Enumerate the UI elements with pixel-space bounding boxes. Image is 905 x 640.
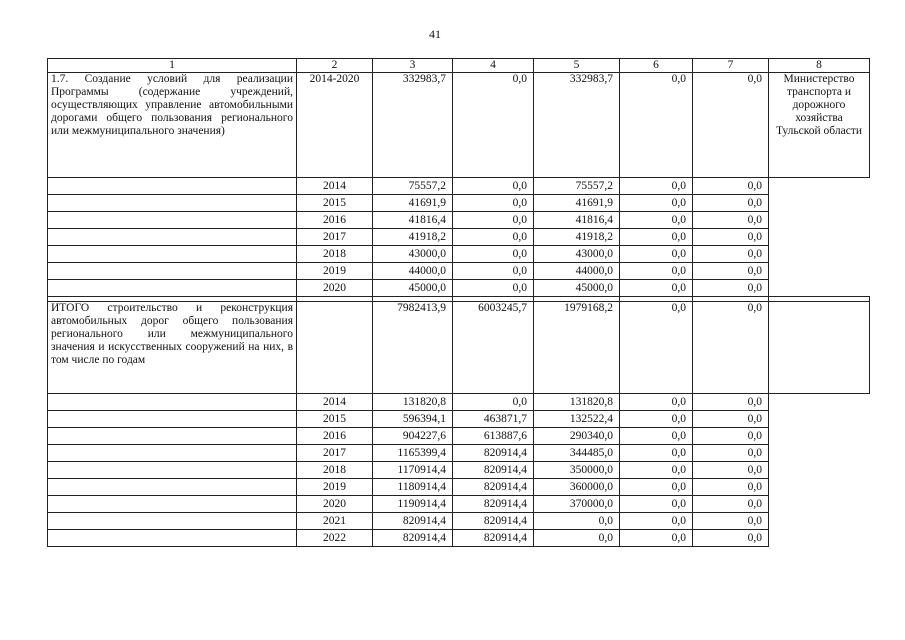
section2-summary-row [48, 302, 870, 394]
other-value: 0,0 [693, 73, 769, 178]
federal-value: 0,0 [453, 195, 534, 212]
period: 2014-2020 [297, 73, 373, 178]
municipal-value: 0,0 [620, 263, 693, 280]
year-row [48, 394, 870, 411]
municipal-value: 0,0 [620, 178, 693, 195]
year-cell: 2018 [297, 246, 373, 263]
regional-value: 41816,4 [534, 212, 620, 229]
municipal-value: 0,0 [620, 229, 693, 246]
desc-empty [48, 496, 297, 513]
desc-empty [48, 462, 297, 479]
header-row [48, 59, 870, 73]
desc-empty [48, 530, 297, 547]
year-cell: 2014 [297, 394, 373, 411]
section2-description: ИТОГО строительство и реконструкция автомобильных дорог общего пользования регионального или межмуниципального значения и искусственных сооружений на них, в том числе по годам [48, 302, 297, 394]
regional-value: 131820,8 [534, 394, 620, 411]
municipal-value: 0,0 [620, 195, 693, 212]
year-cell: 2016 [297, 428, 373, 445]
federal-value: 820914,4 [453, 496, 534, 513]
desc-empty [48, 445, 297, 462]
regional-value: 45000,0 [534, 280, 620, 297]
year-row [48, 496, 870, 513]
year-row [48, 428, 870, 445]
other-value: 0,0 [693, 195, 769, 212]
total-value: 1170914,4 [373, 462, 453, 479]
desc-empty [48, 195, 297, 212]
regional-value: 370000,0 [534, 496, 620, 513]
federal-value: 0,0 [453, 280, 534, 297]
municipal-value: 0,0 [620, 530, 693, 547]
total-value: 596394,1 [373, 411, 453, 428]
year-row [48, 411, 870, 428]
total-value: 7982413,9 [373, 302, 453, 394]
year-row [48, 462, 870, 479]
total-value: 41816,4 [373, 212, 453, 229]
other-value: 0,0 [693, 302, 769, 394]
year-row [48, 229, 870, 246]
col-header: 4 [453, 59, 534, 73]
municipal-value: 0,0 [620, 212, 693, 229]
municipal-value: 0,0 [620, 302, 693, 394]
desc-empty [48, 513, 297, 530]
desc-empty [48, 212, 297, 229]
regional-value: 41918,2 [534, 229, 620, 246]
total-value: 41918,2 [373, 229, 453, 246]
other-value: 0,0 [693, 263, 769, 280]
other-value: 0,0 [693, 530, 769, 547]
section1-summary-row [48, 73, 870, 178]
regional-value: 350000,0 [534, 462, 620, 479]
total-value: 43000,0 [373, 246, 453, 263]
total-value: 904227,6 [373, 428, 453, 445]
municipal-value: 0,0 [620, 73, 693, 178]
other-value: 0,0 [693, 496, 769, 513]
year-row [48, 479, 870, 496]
year-cell: 2017 [297, 445, 373, 462]
federal-value: 613887,6 [453, 428, 534, 445]
year-row [48, 195, 870, 212]
year-row [48, 246, 870, 263]
federal-value: 0,0 [453, 73, 534, 178]
municipal-value: 0,0 [620, 246, 693, 263]
desc-empty [48, 394, 297, 411]
desc-empty [48, 263, 297, 280]
federal-value: 820914,4 [453, 445, 534, 462]
federal-value: 0,0 [453, 394, 534, 411]
other-value: 0,0 [693, 212, 769, 229]
federal-value: 0,0 [453, 229, 534, 246]
regional-value: 344485,0 [534, 445, 620, 462]
federal-value: 0,0 [453, 246, 534, 263]
regional-value: 1979168,2 [534, 302, 620, 394]
federal-value: 6003245,7 [453, 302, 534, 394]
other-value: 0,0 [693, 462, 769, 479]
page-number: 41 [429, 27, 441, 41]
federal-value: 0,0 [453, 212, 534, 229]
year-cell: 2015 [297, 195, 373, 212]
regional-value: 75557,2 [534, 178, 620, 195]
regional-value: 290340,0 [534, 428, 620, 445]
municipal-value: 0,0 [620, 428, 693, 445]
other-value: 0,0 [693, 479, 769, 496]
other-value: 0,0 [693, 428, 769, 445]
col-header: 3 [373, 59, 453, 73]
year-cell: 2022 [297, 530, 373, 547]
col-header: 2 [297, 59, 373, 73]
total-value: 332983,7 [373, 73, 453, 178]
federal-value: 463871,7 [453, 411, 534, 428]
federal-value: 820914,4 [453, 530, 534, 547]
regional-value: 0,0 [534, 513, 620, 530]
col-header: 6 [620, 59, 693, 73]
desc-empty [48, 428, 297, 445]
municipal-value: 0,0 [620, 496, 693, 513]
year-row [48, 445, 870, 462]
regional-value: 43000,0 [534, 246, 620, 263]
year-cell: 2019 [297, 263, 373, 280]
total-value: 1165399,4 [373, 445, 453, 462]
year-cell: 2020 [297, 280, 373, 297]
other-value: 0,0 [693, 513, 769, 530]
total-value: 1190914,4 [373, 496, 453, 513]
total-value: 41691,9 [373, 195, 453, 212]
year-cell: 2021 [297, 513, 373, 530]
desc-empty [48, 411, 297, 428]
other-value: 0,0 [693, 229, 769, 246]
municipal-value: 0,0 [620, 513, 693, 530]
year-row [48, 530, 870, 547]
federal-value: 0,0 [453, 263, 534, 280]
total-value: 44000,0 [373, 263, 453, 280]
desc-empty [48, 178, 297, 195]
regional-value: 0,0 [534, 530, 620, 547]
federal-value: 820914,4 [453, 479, 534, 496]
federal-value: 820914,4 [453, 513, 534, 530]
other-value: 0,0 [693, 445, 769, 462]
year-row [48, 212, 870, 229]
year-row [48, 263, 870, 280]
municipal-value: 0,0 [620, 445, 693, 462]
other-value: 0,0 [693, 178, 769, 195]
municipal-value: 0,0 [620, 479, 693, 496]
total-value: 820914,4 [373, 530, 453, 547]
total-value: 1180914,4 [373, 479, 453, 496]
year-cell: 2015 [297, 411, 373, 428]
year-cell: 2014 [297, 178, 373, 195]
responsible-organization: Министерство транспорта и дорожного хозяйства Тульской области [769, 73, 870, 178]
year-cell: 2017 [297, 229, 373, 246]
desc-empty [48, 479, 297, 496]
year-cell: 2020 [297, 496, 373, 513]
total-value: 131820,8 [373, 394, 453, 411]
desc-empty [48, 280, 297, 297]
municipal-value: 0,0 [620, 411, 693, 428]
col-header: 7 [693, 59, 769, 73]
total-value: 45000,0 [373, 280, 453, 297]
regional-value: 360000,0 [534, 479, 620, 496]
year-cell: 2018 [297, 462, 373, 479]
other-value: 0,0 [693, 394, 769, 411]
other-value: 0,0 [693, 280, 769, 297]
other-value: 0,0 [693, 246, 769, 263]
year-cell: 2019 [297, 479, 373, 496]
col-header: 1 [48, 59, 297, 73]
col-header: 8 [769, 59, 870, 73]
municipal-value: 0,0 [620, 462, 693, 479]
federal-value: 820914,4 [453, 462, 534, 479]
regional-value: 44000,0 [534, 263, 620, 280]
total-value: 75557,2 [373, 178, 453, 195]
regional-value: 332983,7 [534, 73, 620, 178]
year-row [48, 280, 870, 297]
col-header: 5 [534, 59, 620, 73]
year-row [48, 513, 870, 530]
other-value: 0,0 [693, 411, 769, 428]
regional-value: 41691,9 [534, 195, 620, 212]
municipal-value: 0,0 [620, 394, 693, 411]
total-value: 820914,4 [373, 513, 453, 530]
municipal-value: 0,0 [620, 280, 693, 297]
year-row [48, 178, 870, 195]
program-funding-table [47, 58, 870, 547]
regional-value: 132522,4 [534, 411, 620, 428]
year-cell: 2016 [297, 212, 373, 229]
desc-empty [48, 246, 297, 263]
federal-value: 0,0 [453, 178, 534, 195]
desc-empty [48, 229, 297, 246]
section1-description: 1.7. Создание условий для реализации Программы (содержание учреждений, осуществляющих управление автомобильными дорогами общего пользования регионального или межмуниципального значения) [48, 73, 297, 178]
